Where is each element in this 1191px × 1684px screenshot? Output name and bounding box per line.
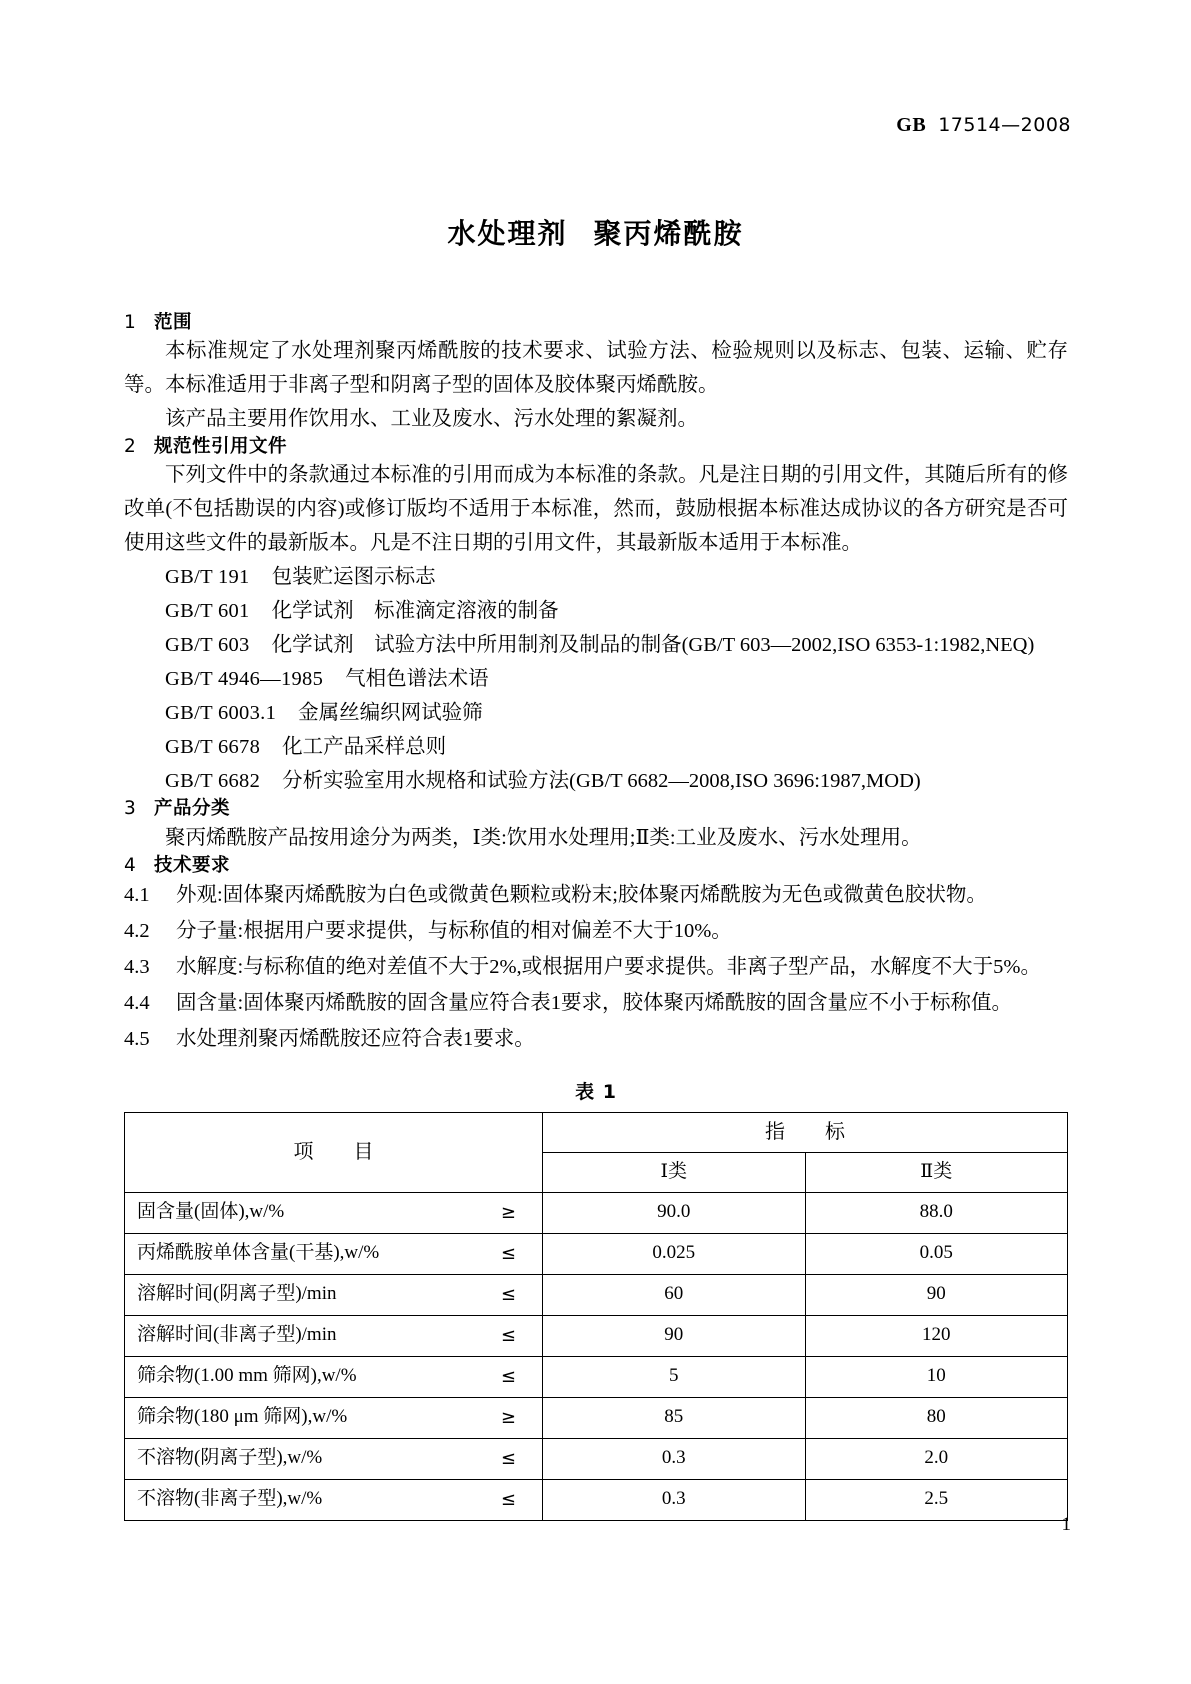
title-part-2: 聚丙烯酰胺 [593,217,744,250]
section-3-paragraph-1: 聚丙烯酰胺产品按用途分为两类，Ⅰ类:饮用水处理用;Ⅱ类:工业及废水、污水处理用。 [165,826,922,849]
reference-item [124,560,1068,594]
comparison-symbol: ≤ [500,1447,516,1469]
reference-title: 化工产品采样总则 [282,736,447,759]
item-label: 溶解时间(非离子型)/min [137,1324,337,1346]
clause-4-3 [124,949,1068,985]
table-row [125,1192,1068,1233]
comparison-symbol: ≤ [500,1283,516,1305]
section-number-4: 4 [124,854,137,876]
comparison-symbol: ≤ [500,1365,516,1387]
standard-number: 17514—2008 [938,114,1071,136]
item-label: 不溶物(阴离子型),w/% [137,1447,323,1469]
section-number-1: 1 [124,312,137,333]
clause-text: 固含量:固体聚丙烯酰胺的固含量应符合表1要求，胶体聚丙烯酰胺的固含量应不小于标称值。 [176,991,1012,1014]
page-title [0,212,1191,252]
table-cell-class-1: 5 [542,1356,805,1397]
section-heading-1 [124,312,1068,334]
reference-item [124,764,1068,798]
clause-number: 4.3 [124,955,150,978]
reference-code: GB/T 6678 [165,736,261,759]
table-row [125,1397,1068,1438]
table-cell-class-2: 90 [805,1274,1068,1315]
reference-code: GB/T 603 [165,634,250,657]
reference-title: 包装贮运图示标志 [271,566,436,589]
title-part-1: 水处理剂 [447,217,568,250]
comparison-symbol: ≤ [500,1324,516,1346]
table-cell-class-2: 120 [805,1315,1068,1356]
table-row [125,1438,1068,1479]
table-cell-class-1: 0.3 [542,1479,805,1520]
table-row [125,1233,1068,1274]
reference-item [124,730,1068,764]
item-label: 溶解时间(阴离子型)/min [137,1283,337,1305]
clause-number: 4.1 [124,883,150,906]
table-col-index: 指 标 [542,1112,1067,1152]
table-col-class-1: Ⅰ类 [542,1152,805,1192]
table-cell-item [125,1356,543,1397]
clause-4-1 [124,877,1068,913]
table-cell-class-2: 10 [805,1356,1068,1397]
comparison-symbol: ≥ [500,1201,516,1223]
clause-text: 水处理剂聚丙烯酰胺还应符合表1要求。 [176,1027,535,1050]
section-heading-3 [124,798,1068,820]
specification-table [124,1112,1068,1521]
clause-4-5 [124,1021,1068,1057]
table-col-item: 项 目 [125,1112,543,1192]
table-row [125,1274,1068,1315]
clause-text: 分子量:根据用户要求提供，与标称值的相对偏差不大于10%。 [176,919,732,942]
section-number-2: 2 [124,436,137,458]
reference-item [124,594,1068,628]
table-cell-item [125,1315,543,1356]
table-cell-class-1: 90 [542,1315,805,1356]
table-cell-item [125,1438,543,1479]
table-body [125,1192,1068,1520]
table-row [125,1356,1068,1397]
section-1-paragraph-2: 该产品主要用作饮用水、工业及废水、污水处理的絮凝剂。 [165,408,698,431]
table-cell-class-1: 90.0 [542,1192,805,1233]
table-cell-class-2: 2.0 [805,1438,1068,1479]
section-title-2: 规范性引用文件 [154,436,288,458]
clause-text: 水解度:与标称值的绝对差值不大于2%,或根据用户要求提供。非离子型产品，水解度不大于5%。 [176,955,1041,978]
table-cell-class-1: 85 [542,1397,805,1438]
table-header-row-1 [125,1112,1068,1152]
table-cell-item [125,1397,543,1438]
table-caption: 表 1 [575,1080,617,1103]
item-label: 固含量(固体),w/% [137,1201,285,1223]
section-2-paragraph-1: 下列文件中的条款通过本标准的引用而成为本标准的条款。凡是注日期的引用文件，其随后所有的修改单(不包括勘误的内容)或修订版均不适用于本标准，然而，鼓励根据本标准达成协议的各方研究是否可使用这些文件的最新版本。凡是不注日期的引用文件，其最新版本适用于本标准。 [124,464,1068,555]
reference-code: GB/T 601 [165,600,250,623]
reference-title: 分析实验室用水规格和试验方法(GB/T 6682—2008,ISO 3696:1987,MOD) [282,770,921,793]
table-cell-class-1: 0.025 [542,1233,805,1274]
item-label: 丙烯酰胺单体含量(干基),w/% [137,1242,380,1264]
clause-number: 4.4 [124,991,150,1014]
page-number: 1 [1061,1514,1071,1535]
standard-prefix: GB [896,114,927,136]
reference-code: GB/T 4946—1985 [165,668,324,691]
reference-item [124,696,1068,730]
item-label: 筛余物(180 μm 筛网),w/% [137,1406,348,1428]
clause-text: 外观:固体聚丙烯酰胺为白色或微黄色颗粒或粉末;胶体聚丙烯酰胺为无色或微黄色胶状物。 [176,883,987,906]
item-label: 不溶物(非离子型),w/% [137,1488,323,1510]
reference-code: GB/T 191 [165,566,250,589]
table-col-class-2: Ⅱ类 [805,1152,1068,1192]
clause-number: 4.5 [124,1027,150,1050]
reference-title: 化学试剂 标准滴定溶液的制备 [271,600,559,623]
reference-title: 金属丝编织网试验筛 [298,702,483,725]
reference-item [124,628,1068,662]
reference-code: GB/T 6682 [165,770,261,793]
clause-number: 4.2 [124,919,150,942]
reference-title: 化学试剂 试验方法中所用制剂及制品的制备(GB/T 603—2002,ISO 6353-1:1982,NEQ) [271,634,1035,657]
table-row [125,1479,1068,1520]
clause-4-2 [124,913,1068,949]
reference-title: 气相色谱法术语 [345,668,489,691]
reference-code: GB/T 6003.1 [165,702,277,725]
document-header [896,114,1071,137]
section-number-3: 3 [124,798,137,820]
table-header [125,1112,1068,1192]
table-row [125,1315,1068,1356]
section-title-3: 产品分类 [154,798,231,820]
table-cell-item [125,1479,543,1520]
item-label: 筛余物(1.00 mm 筛网),w/% [137,1365,357,1387]
table-cell-class-2: 80 [805,1397,1068,1438]
table-cell-class-1: 0.3 [542,1438,805,1479]
table-cell-class-2: 2.5 [805,1479,1068,1520]
table-cell-item [125,1233,543,1274]
table-cell-item [125,1192,543,1233]
comparison-symbol: ≥ [500,1406,516,1428]
table-cell-class-2: 0.05 [805,1233,1068,1274]
document-body [124,312,1068,1521]
table-cell-class-2: 88.0 [805,1192,1068,1233]
table-cell-class-1: 60 [542,1274,805,1315]
clause-4-4 [124,985,1068,1021]
section-1-paragraph-1: 本标准规定了水处理剂聚丙烯酰胺的技术要求、试验方法、检验规则以及标志、包装、运输、贮存等。本标准适用于非离子型和阴离子型的固体及胶体聚丙烯酰胺。 [124,340,1068,397]
section-title-4: 技术要求 [154,854,231,876]
section-heading-4 [124,855,1068,877]
comparison-symbol: ≤ [500,1242,516,1264]
section-heading-2 [124,436,1068,458]
table-cell-item [125,1274,543,1315]
section-title-1: 范围 [154,312,193,333]
comparison-symbol: ≤ [500,1488,516,1510]
reference-item [124,662,1068,696]
